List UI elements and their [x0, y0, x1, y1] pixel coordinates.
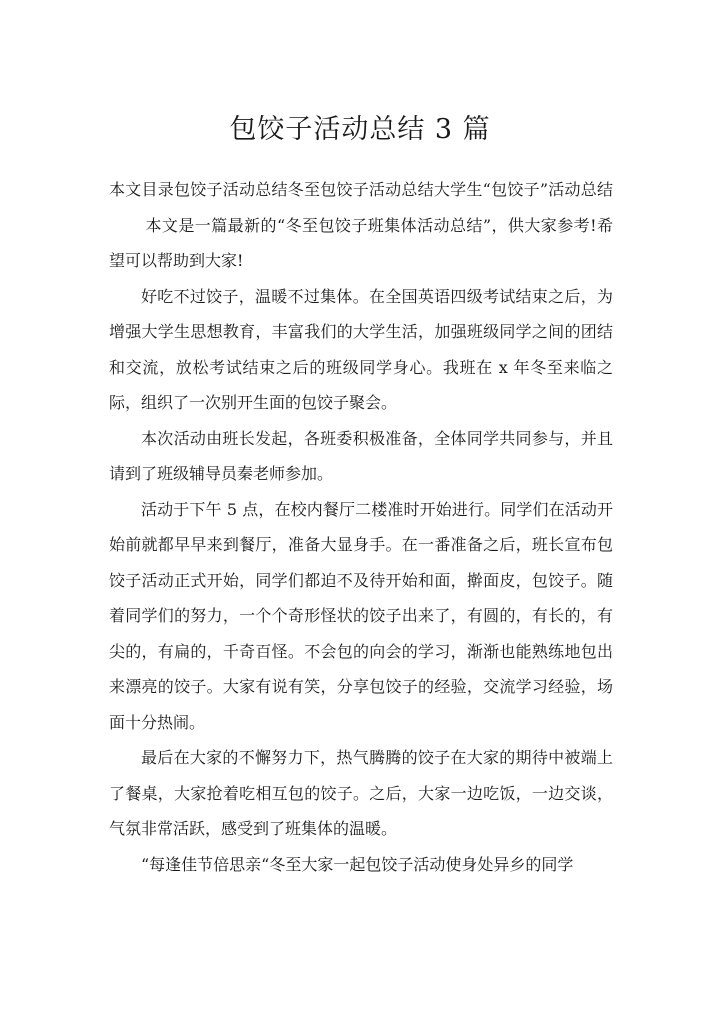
- body-paragraph: 最后在大家的不懈努力下，热气腾腾的饺子在大家的期待中被端上了餐桌，大家抢着吃相互包的饺子。之后，大家一边吃饭，一边交谈，气氛非常活跃，感受到了班集体的温暖。: [109, 748, 613, 838]
- body-paragraph: 活动于下午 5 点，在校内餐厅二楼准时开始进行。同学们在活动开始前就都早早来到餐厅，准备大显身手。在一番准备之后，班长宣布包饺子活动正式开始，同学们都迫不及待开始和面，擀面皮，包饺子。随着同学们的努力，一个个奇形怪状的饺子出来了，有圆的，有长的，有尖的，有扁的，千奇百怪。不会包的向会的学习，渐渐也能熟练地包出来漂亮的饺子。大家有说有笑，分享包饺子的经验，交流学习经验，场面十分热闹。: [109, 499, 613, 732]
- document-body: [109, 172, 613, 882]
- intro-description-text: 本文是一篇最新的“冬至包饺子班集体活动总结”，供大家参考!希望可以帮助到大家!: [109, 215, 613, 270]
- intro-paragraph: [109, 172, 613, 279]
- intro-toc-text: 本文目录包饺子活动总结冬至包饺子活动总结大学生“包饺子”活动总结: [109, 180, 613, 199]
- body-paragraph: “每逢佳节倍思亲“冬至大家一起包饺子活动使身处异乡的同学: [141, 854, 574, 874]
- document-title: 包饺子活动总结 3 篇: [229, 114, 491, 145]
- body-paragraph: 本次活动由班长发起，各班委积极准备，全体同学共同参与，并且请到了班级辅导员秦老师参加。: [109, 428, 613, 483]
- body-paragraph: 好吃不过饺子，温暖不过集体。在全国英语四级考试结束之后，为增强大学生思想教育，丰富我们的大学生活，加强班级同学之间的团结和交流，放松考试结束之后的班级同学身心。我班在 x 年冬至来临之际，组织了一次别开生面的包饺子聚会。: [109, 286, 613, 412]
